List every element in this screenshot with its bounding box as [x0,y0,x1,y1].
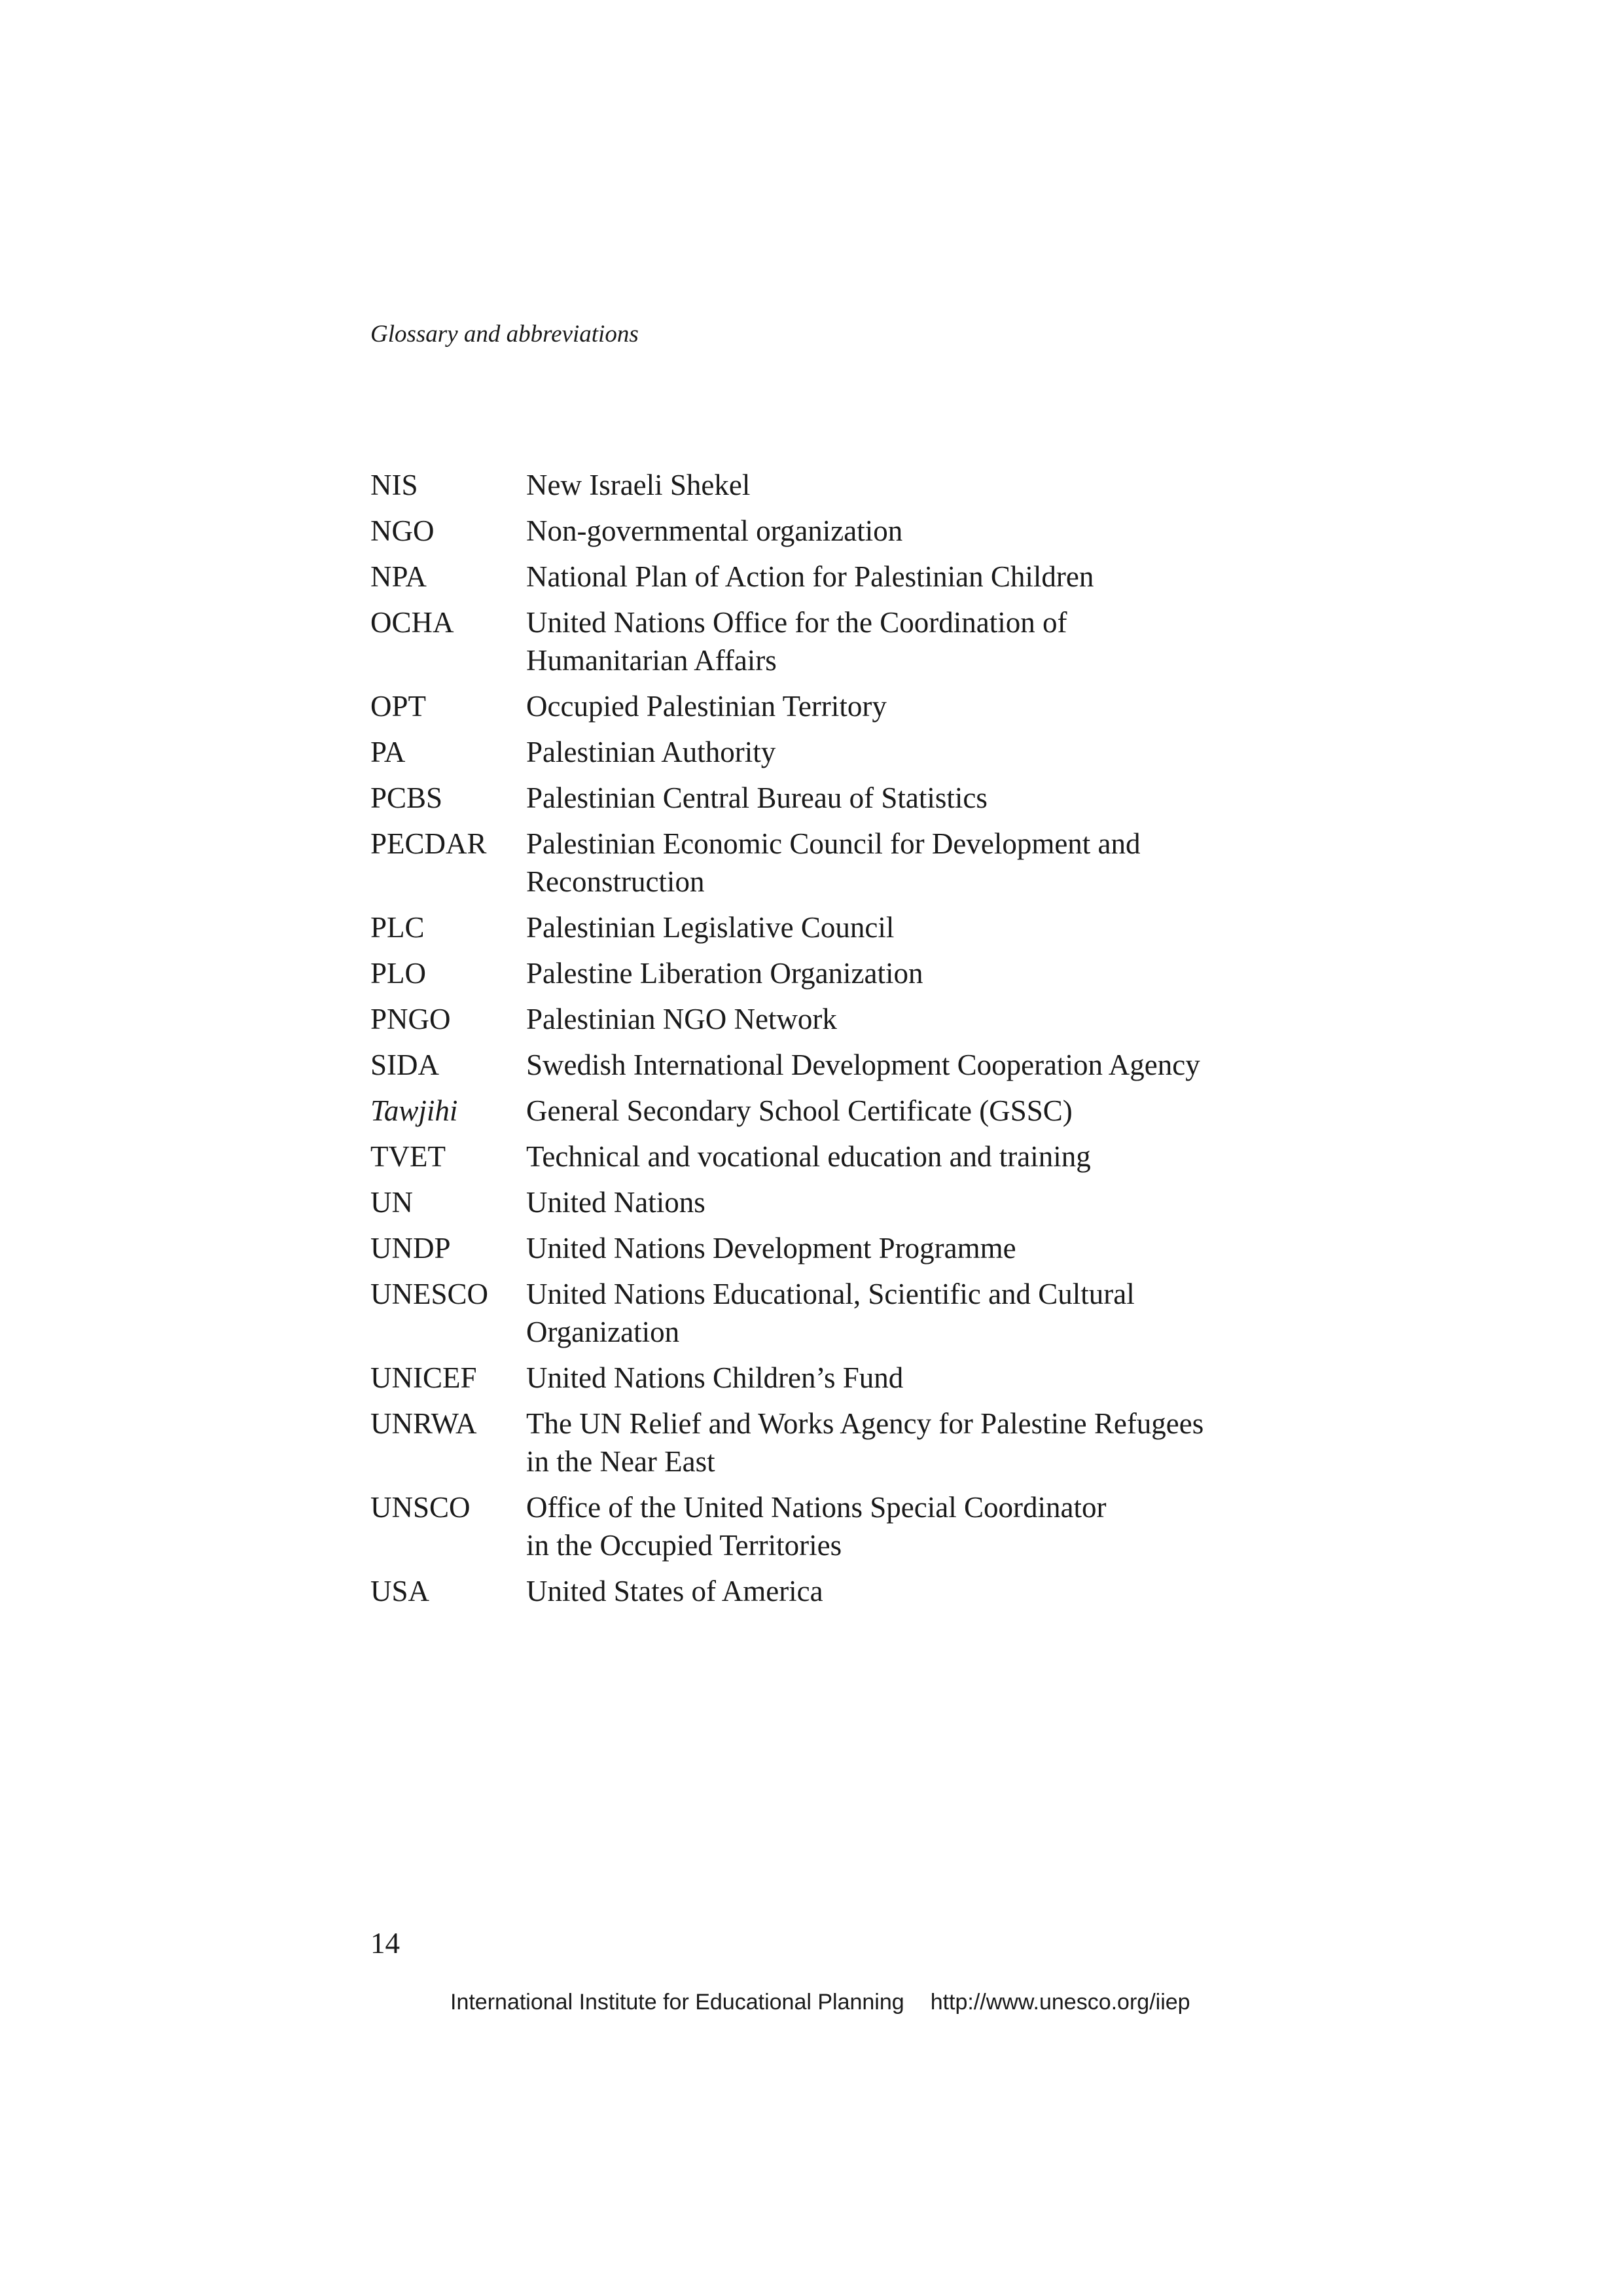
glossary-abbreviation: NPA [370,560,427,593]
glossary-definition [526,1405,1313,1480]
glossary-definition-line: United Nations Educational, Scientific and Cultural [526,1278,1135,1310]
glossary-definition [526,512,1313,550]
glossary-definition-line: in the Occupied Territories [526,1529,842,1562]
glossary-definition-line: Humanitarian Affairs [526,644,777,677]
glossary-abbreviation: TVET [370,1140,446,1173]
glossary-abbreviation: NIS [370,469,418,501]
glossary-definition-line: Organization [526,1316,680,1348]
glossary-definition [526,1138,1313,1175]
glossary-abbreviation: UNSCO [370,1491,471,1524]
running-head: Glossary and abbreviations [370,321,639,348]
glossary-definition [526,825,1313,901]
glossary-definition-line: United Nations Office for the Coordination of [526,606,1067,639]
glossary-definition [526,1000,1313,1038]
glossary-entry [370,1092,1313,1130]
glossary-definition-line: Non-governmental organization [526,514,903,547]
glossary-abbreviation: UNESCO [370,1278,489,1310]
glossary-definition [526,908,1313,946]
glossary-definition-line: United Nations Children’s Fund [526,1361,904,1394]
glossary-entry [370,825,1313,901]
glossary-entry [370,1183,1313,1221]
glossary-definition-line: Palestinian Central Bureau of Statistics [526,781,988,814]
glossary-list [370,466,1313,1618]
glossary-abbreviation: NGO [370,514,435,547]
glossary-definition [526,1275,1313,1351]
glossary-abbreviation: PLC [370,911,425,944]
glossary-definition-line: in the Near East [526,1445,715,1478]
glossary-definition [526,1359,1313,1397]
glossary-entry [370,558,1313,596]
glossary-definition-line: United Nations Development Programme [526,1232,1016,1265]
glossary-definition [526,603,1313,679]
glossary-definition-line: The UN Relief and Works Agency for Palestine Refugees [526,1407,1204,1440]
glossary-abbreviation: UNDP [370,1232,451,1265]
glossary-abbreviation: Tawjihi [370,1094,458,1127]
footer [450,1991,1190,2013]
glossary-entry [370,1000,1313,1038]
glossary-definition [526,1046,1313,1084]
glossary-definition-line: Technical and vocational education and training [526,1140,1091,1173]
glossary-entry [370,1229,1313,1267]
glossary-entry [370,687,1313,725]
glossary-definition-line: General Secondary School Certificate (GSSC) [526,1094,1073,1127]
glossary-abbreviation: OPT [370,690,427,723]
glossary-abbreviation: SIDA [370,1049,440,1081]
glossary-definition [526,1572,1313,1610]
glossary-entry [370,908,1313,946]
glossary-definition [526,1092,1313,1130]
glossary-definition-line: United States of America [526,1575,823,1607]
glossary-definition [526,1488,1313,1564]
glossary-definition [526,558,1313,596]
glossary-abbreviation: UN [370,1186,413,1219]
glossary-entry [370,1046,1313,1084]
glossary-entry [370,603,1313,679]
glossary-entry [370,1138,1313,1175]
footer-url[interactable]: http://www.unesco.org/iiep [930,1990,1190,2015]
glossary-entry [370,466,1313,504]
glossary-definition-line: United Nations [526,1186,705,1219]
glossary-definition-line: National Plan of Action for Palestinian Children [526,560,1094,593]
glossary-entry [370,1488,1313,1564]
glossary-definition-line: Swedish International Development Cooperation Agency [526,1049,1200,1081]
glossary-abbreviation: PLO [370,957,427,990]
page-number: 14 [370,1927,400,1960]
glossary-definition [526,466,1313,504]
glossary-definition [526,687,1313,725]
glossary-entry [370,1275,1313,1351]
glossary-definition-line: Office of the United Nations Special Coordinator [526,1491,1107,1524]
glossary-abbreviation: OCHA [370,606,454,639]
glossary-definition [526,779,1313,817]
glossary-entry [370,1359,1313,1397]
glossary-definition-line: Reconstruction [526,865,705,898]
glossary-definition-line: Palestine Liberation Organization [526,957,923,990]
glossary-abbreviation: UNRWA [370,1407,477,1440]
glossary-definition [526,733,1313,771]
glossary-definition-line: Palestinian Authority [526,736,776,768]
footer-institution: International Institute for Educational Planning [450,1990,904,2015]
glossary-entry [370,733,1313,771]
glossary-entry [370,512,1313,550]
glossary-abbreviation: PNGO [370,1003,451,1035]
glossary-definition-line: New Israeli Shekel [526,469,751,501]
glossary-definition-line: Palestinian NGO Network [526,1003,837,1035]
glossary-definition-line: Palestinian Economic Council for Development and [526,827,1141,860]
glossary-definition [526,954,1313,992]
glossary-entry [370,1405,1313,1480]
glossary-entry [370,1572,1313,1610]
glossary-abbreviation: USA [370,1575,430,1607]
glossary-definition [526,1183,1313,1221]
glossary-abbreviation: UNICEF [370,1361,477,1394]
glossary-entry [370,779,1313,817]
glossary-definition-line: Palestinian Legislative Council [526,911,895,944]
glossary-abbreviation: PA [370,736,406,768]
glossary-definition [526,1229,1313,1267]
glossary-abbreviation: PECDAR [370,827,487,860]
glossary-entry [370,954,1313,992]
glossary-definition-line: Occupied Palestinian Territory [526,690,887,723]
glossary-abbreviation: PCBS [370,781,443,814]
